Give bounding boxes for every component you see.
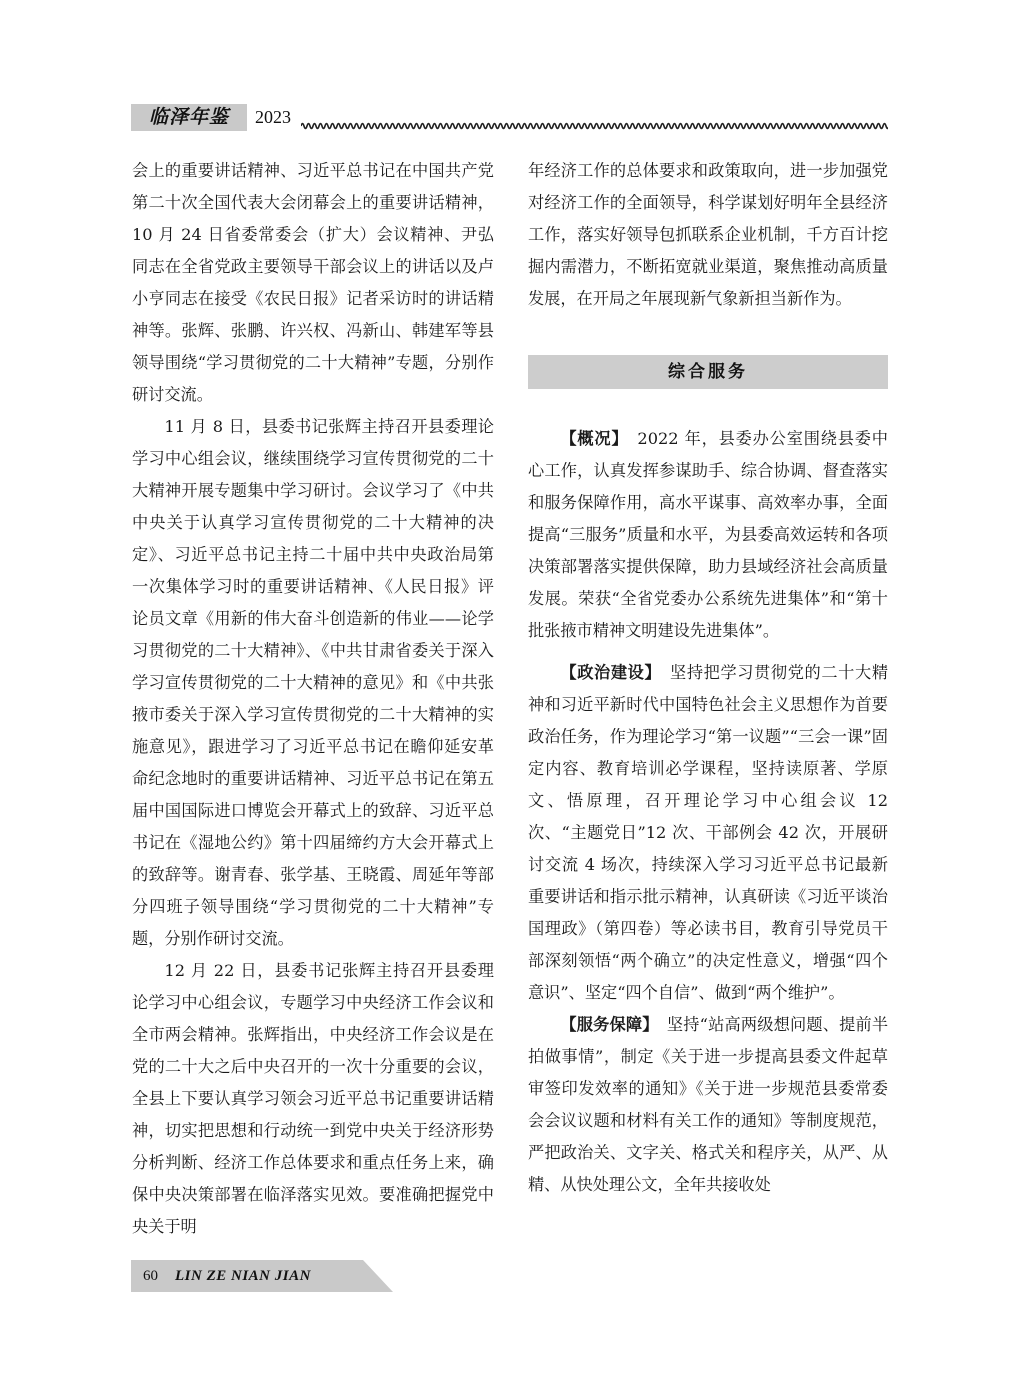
- entry-service-tag: 【服务保障】: [560, 1015, 651, 1034]
- section-heading: 综合服务: [528, 355, 888, 389]
- header-year: 2023: [255, 107, 291, 127]
- entry-service: [528, 1009, 888, 1201]
- header-wave-rule: [301, 120, 888, 132]
- book-title: 临泽年鉴: [131, 104, 247, 131]
- entry-political-text: 坚持把学习贯彻党的二十大精神和习近平新时代中国特色社会主义思想作为首要政治任务，作为理论学习“第一议题”“三会一课”固定内容、教育培训必学课程，坚持读原著、学原文、悟原理，召开理论学习中心组会议 12 次、“主题党日”12 次、干部例会 42 次，开展研讨交流 4 场次，持续深入学习习近平总书记最新重要讲话和指示批示精神，认真研读《习近平谈治国理政》（第四卷）等必读书目，教育引导党员干部深刻领悟“两个确立”的决定性意义，增强“四个意识”、坚定“四个自信”、做到“两个维护”。: [528, 663, 889, 1002]
- left-paragraph-3: 12 月 22 日，县委书记张辉主持召开县委理论学习中心组会议，专题学习中央经济工作会议和全市两会精神。张辉指出，中央经济工作会议是在党的二十大之后中央召开的一次十分重要的会议，全县上下要认真学习领会习近平总书记重要讲话精神，切实把思想和行动统一到党中央关于经济形势分析判断、经济工作总体要求和重点任务上来，确保中央决策部署在临泽落实见效。要准确把握党中央关于明: [132, 961, 494, 1236]
- left-paragraph-1: 会上的重要讲话精神、习近平总书记在中国共产党第二十次全国代表大会闭幕会上的重要讲话精神，10 月 24 日省委常委会（扩大）会议精神、尹弘同志在全省党政主要领导干部会议上的讲话以及卢小亨同志在接受《农民日报》记者采访时的讲话精神等。张辉、张鹏、许兴权、冯新山、韩建军等县领导围绕“学习贯彻党的二十大精神”专题，分别作研讨交流。: [132, 161, 494, 404]
- right-column: [528, 155, 888, 1201]
- entry-political: [528, 657, 888, 1009]
- running-footer: [131, 1260, 393, 1292]
- entry-political-tag: 【政治建设】: [560, 663, 654, 682]
- entry-overview-text: 2022 年，县委办公室围绕县委中心工作，认真发挥参谋助手、综合协调、督查落实和服务保障作用，高水平谋事、高效率办事，全面提高“三服务”质量和水平，为县委高效运转和各项决策部署落实提供保障，助力县域经济社会高质量发展。荣获“全省党委办公系统先进集体”和“第十批张掖市精神文明建设先进集体”。: [528, 429, 888, 640]
- footer-running-title: LIN ZE NIAN JIAN: [175, 1268, 311, 1284]
- right-intro-paragraph: 年经济工作的总体要求和政策取向，进一步加强党对经济工作的全面领导，科学谋划好明年全县经济工作，落实好领导包抓联系企业机制，千方百计挖掘内需潜力，不断拓宽就业渠道，聚焦推动高质量发展，在开局之年展现新气象新担当新作为。: [528, 161, 888, 308]
- entry-overview: [528, 423, 888, 647]
- page-number: 60: [143, 1268, 158, 1284]
- running-header: [131, 100, 888, 140]
- entry-overview-tag: 【概况】: [560, 429, 621, 448]
- left-column: [132, 155, 494, 1243]
- entry-service-text: 坚持“站高两级想问题、提前半拍做事情”，制定《关于进一步提高县委文件起草审签印发效率的通知》《关于进一步规范县委常委会会议议题和材料有关工作的通知》等制度规范，严把政治关、文字关、格式关和程序关，从严、从精、从快处理公文，全年共接收处: [528, 1015, 889, 1194]
- left-paragraph-2: 11 月 8 日，县委书记张辉主持召开县委理论学习中心组会议，继续围绕学习宣传贯彻党的二十大精神开展专题集中学习研讨。会议学习了《中共中央关于认真学习宣传贯彻党的二十大精神的决定》、习近平总书记主持二十届中共中央政治局第一次集体学习时的重要讲话精神、《人民日报》评论员文章《用新的伟大奋斗创造新的伟业——论学习贯彻党的二十大精神》、《中共甘肃省委关于深入学习宣传贯彻党的二十大精神的意见》和《中共张掖市委关于深入学习宣传贯彻党的二十大精神的实施意见》，跟进学习了习近平总书记在瞻仰延安革命纪念地时的重要讲话精神、习近平总书记在第五届中国国际进口博览会开幕式上的致辞、习近平总书记在《湿地公约》第十四届缔约方大会开幕式上的致辞等。谢青春、张学基、王晓霞、周延年等部分四班子领导围绕“学习贯彻党的二十大精神”专题，分别作研讨交流。: [132, 417, 494, 948]
